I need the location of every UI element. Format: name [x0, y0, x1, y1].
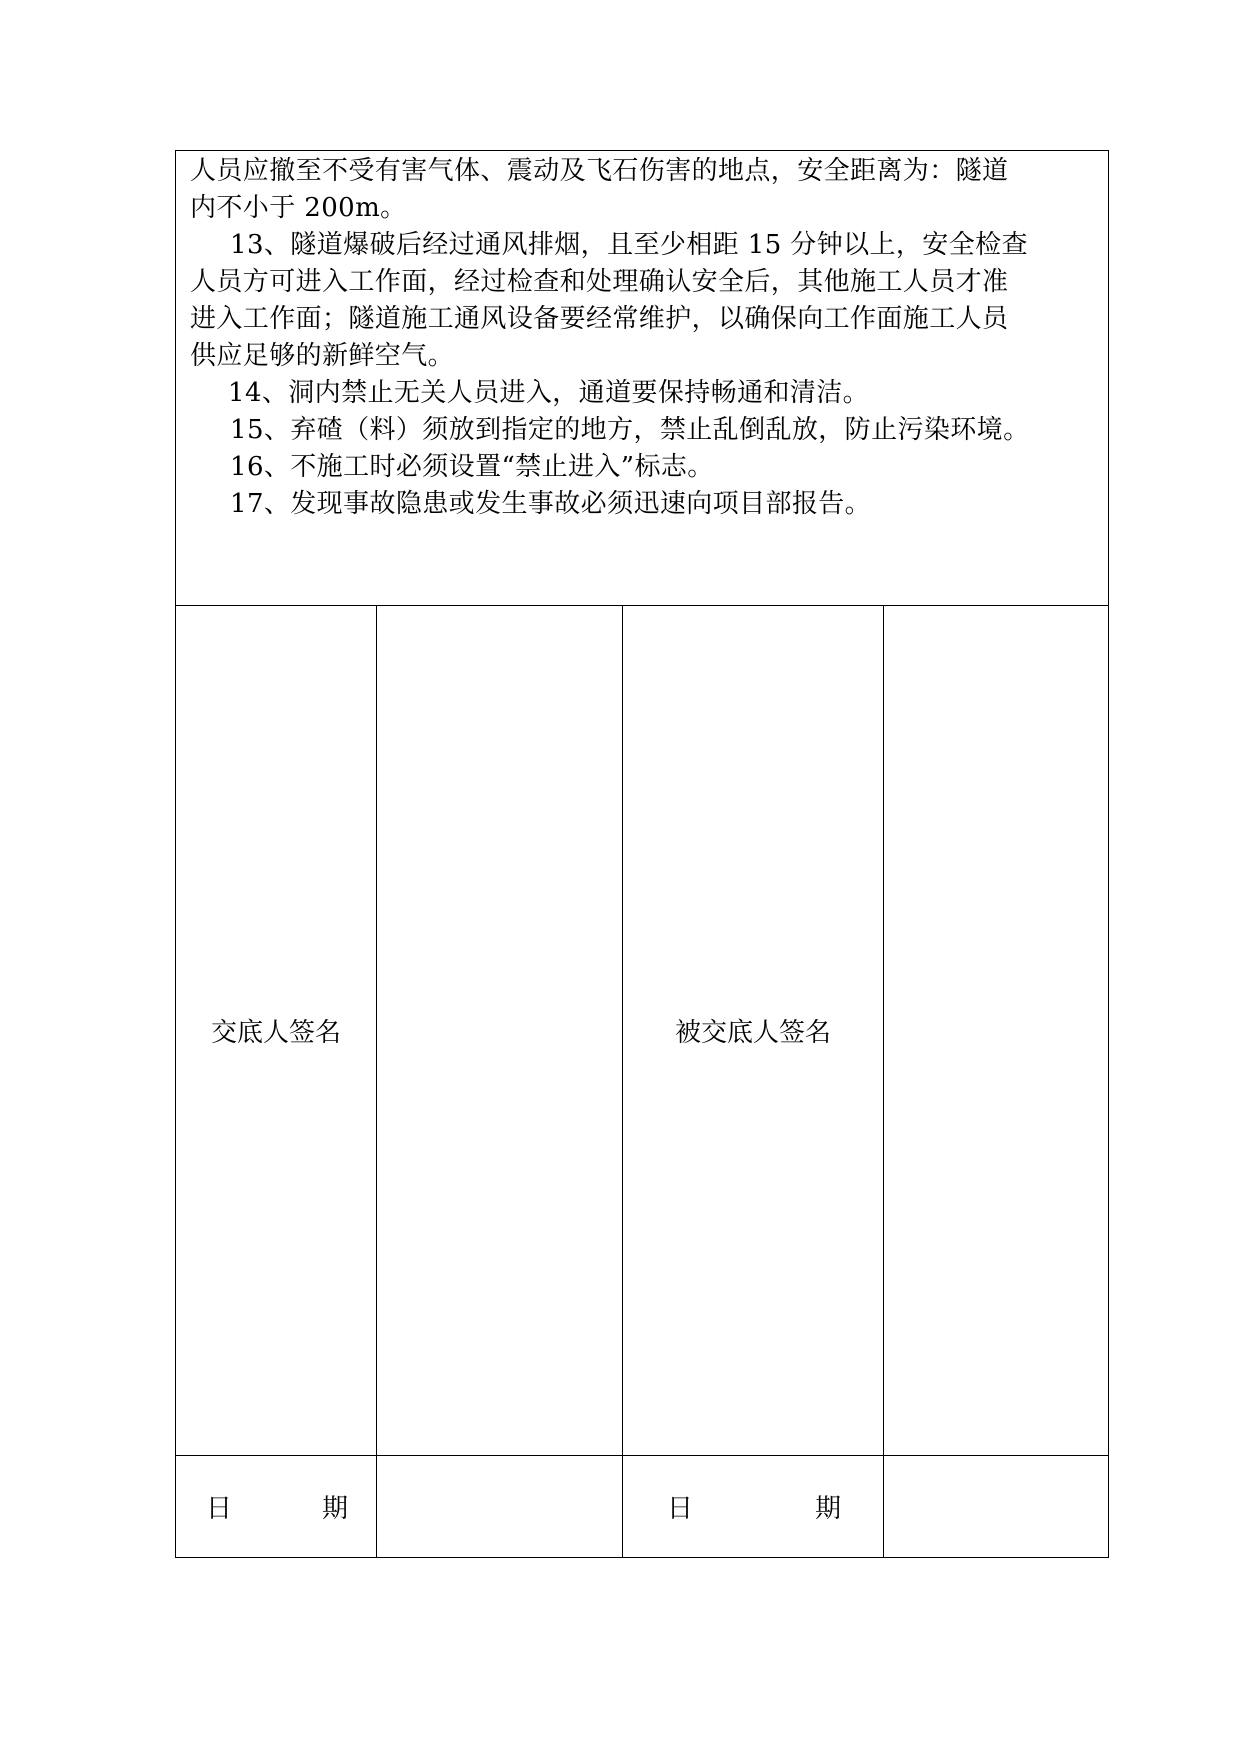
left-date-field[interactable] [377, 1456, 623, 1558]
right-date-label-cell [623, 1456, 884, 1558]
item-13-line-4: 供应足够的新鲜空气。 [190, 341, 455, 371]
intro-line-2: 内不小于 200m。 [190, 193, 407, 223]
recipient-signature-label: 被交底人签名 [623, 606, 884, 1456]
right-date-field[interactable] [884, 1456, 1109, 1558]
item-16: 16、不施工时必须设置“禁止进入”标志。 [230, 452, 714, 482]
discloser-signature-field[interactable] [377, 606, 623, 1456]
item-13-line-3: 进入工作面；隧道施工通风设备要经常维护，以确保向工作面施工人员 [190, 304, 1009, 334]
discloser-signature-label: 交底人签名 [176, 606, 377, 1456]
signature-row [176, 606, 1109, 1456]
item-17: 17、发现事故隐患或发生事故必须迅速向项目部报告。 [230, 489, 872, 519]
date-row [176, 1456, 1109, 1558]
item-15: 15、弃碴（料）须放到指定的地方，禁止乱倒乱放，防止污染环境。 [230, 415, 1030, 445]
left-date-label-char-1: 日 [206, 1494, 233, 1524]
recipient-signature-field[interactable] [884, 606, 1109, 1456]
item-13-line-2: 人员方可进入工作面，经过检查和处理确认安全后，其他施工人员才准 [190, 267, 1009, 297]
safety-disclosure-form [175, 150, 1109, 1558]
right-date-label-char-2: 期 [814, 1494, 841, 1524]
left-date-label [176, 1488, 376, 1525]
safety-content-cell [176, 151, 1109, 606]
item-14: 14、洞内禁止无关人员进入，通道要保持畅通和清洁。 [228, 378, 870, 408]
left-date-label-cell [176, 1456, 377, 1558]
right-date-label-char-1: 日 [667, 1494, 694, 1524]
intro-line-1: 人员应撤至不受有害气体、震动及飞石伤害的地点，安全距离为：隧道 [190, 156, 1009, 186]
item-13-line-1: 13、隧道爆破后经过通风排烟，且至少相距 15 分钟以上，安全检查 [230, 230, 1028, 260]
content-row [176, 151, 1109, 606]
left-date-label-char-2: 期 [321, 1494, 348, 1524]
right-date-label [623, 1488, 883, 1525]
